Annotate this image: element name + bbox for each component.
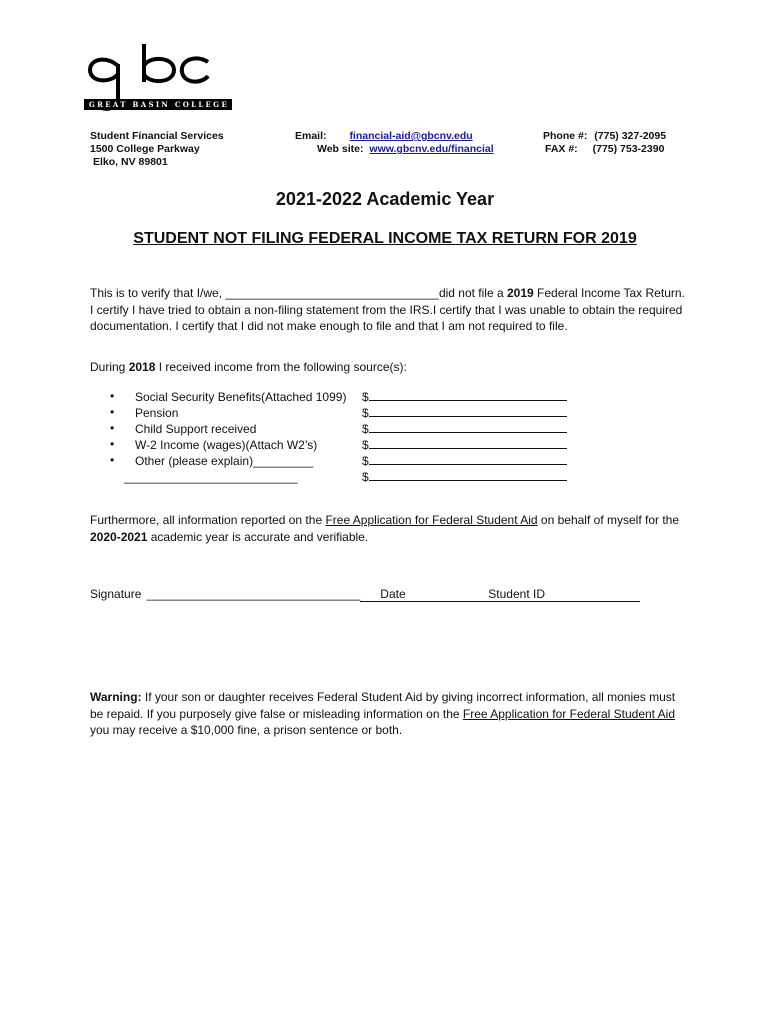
- income-year: 2018: [128, 360, 156, 374]
- certification-paragraph: [90, 512, 690, 545]
- aid-year: 2020-2021: [90, 529, 148, 544]
- tax-year: 2019: [506, 286, 534, 300]
- web-label: Web site:: [317, 143, 364, 155]
- email-web-block: [295, 130, 494, 156]
- city-state-zip: Elko, NV 89801: [93, 156, 168, 168]
- currency-symbol: $: [362, 390, 369, 404]
- amount-line: [369, 469, 567, 481]
- amount-line: [369, 421, 567, 433]
- verify-text-post: Federal Income Tax Return. I certify I have tried to obtain a non-filing statement from the IRS.I certify that I was unable to obtain the required documentation. I certify that I did not make enough to file and that I am not required to file.: [90, 286, 685, 333]
- student-id-label: Student ID: [488, 587, 545, 601]
- verification-paragraph: [90, 285, 690, 335]
- street-address: 1500 College Parkway: [90, 143, 200, 155]
- currency-symbol: $: [362, 454, 369, 468]
- currency-symbol: $: [362, 438, 369, 452]
- warning-paragraph: [90, 689, 690, 739]
- office-name: Student Financial Services: [90, 130, 224, 142]
- warning-label: Warning:: [90, 690, 142, 704]
- income-source-label: Social Security Benefits(Attached 1099): [135, 390, 347, 404]
- amount-field[interactable]: [362, 389, 567, 405]
- date-label: Date: [380, 587, 406, 601]
- income-source-label: Child Support received: [135, 422, 257, 436]
- certification-text-mid: on behalf of myself for the: [537, 513, 680, 527]
- income-source-label: W-2 Income (wages)(Attach W2’s): [135, 438, 318, 452]
- certification-text: Furthermore, all information reported on the: [90, 513, 326, 527]
- bullet-icon: •: [110, 389, 115, 403]
- income-source-label: Other (please explain)_________: [135, 454, 314, 468]
- income-intro-text-post: I received income from the following source(s):: [155, 360, 407, 374]
- bullet-icon: •: [110, 421, 115, 435]
- warning-text-post: you may receive a $10,000 fine, a prison sentence or both.: [90, 723, 403, 737]
- bullet-icon: •: [110, 453, 115, 467]
- email-label: Email:: [295, 130, 327, 142]
- other-explain-line[interactable]: __________________________: [124, 470, 298, 484]
- amount-line: [369, 437, 567, 449]
- amount-field[interactable]: [362, 421, 567, 437]
- fax-label: FAX #:: [545, 143, 578, 155]
- certification-text-post: academic year is accurate and verifiable.: [147, 529, 369, 544]
- currency-symbol: $: [362, 422, 369, 436]
- signature-line[interactable]: ________________________________: [146, 587, 361, 601]
- verify-text-mid: did not file a: [438, 286, 507, 300]
- currency-symbol: $: [362, 406, 369, 420]
- amount-line: [369, 453, 567, 465]
- bullet-icon: •: [110, 437, 115, 451]
- student-id-field[interactable]: [488, 587, 640, 602]
- logo-banner-text: GREAT BASIN COLLEGE: [88, 100, 230, 109]
- amount-line: [369, 389, 567, 401]
- signature-label: Signature: [90, 587, 142, 601]
- date-field[interactable]: [360, 587, 488, 602]
- income-intro: [90, 359, 690, 376]
- email-link[interactable]: financial-aid@gbcnv.edu: [349, 130, 473, 142]
- gbc-logo-graphic: [84, 42, 234, 122]
- warning-text: If your son or daughter receives Federal Student Aid by giving incorrect information, all monies must be repaid. If you purposely give false or misleading information on the: [90, 690, 676, 721]
- fafsa-reference: Free Application for Federal Student Aid: [462, 706, 676, 721]
- page-title: 2021-2022 Academic Year: [275, 189, 495, 209]
- form-heading: STUDENT NOT FILING FEDERAL INCOME TAX RETURN FOR 2019: [133, 230, 637, 247]
- amount-field[interactable]: [362, 469, 567, 485]
- amount-field[interactable]: [362, 437, 567, 453]
- income-intro-text: During: [90, 360, 129, 374]
- verify-text: This is to verify that I/we,: [90, 286, 226, 300]
- phone-number: (775) 327-2095: [594, 130, 667, 142]
- website-link[interactable]: www.gbcnv.edu/financial: [369, 143, 494, 155]
- fax-number: (775) 753-2390: [592, 143, 665, 155]
- phone-fax-block: [543, 130, 666, 156]
- phone-label: Phone #:: [543, 130, 588, 142]
- currency-symbol: $: [362, 470, 369, 484]
- fafsa-reference: Free Application for Federal Student Aid: [325, 513, 538, 527]
- income-source-label: Pension: [135, 406, 179, 420]
- amount-field[interactable]: [362, 405, 567, 421]
- name-blank[interactable]: ________________________________: [225, 286, 439, 300]
- signature-row: [90, 587, 682, 602]
- bullet-icon: •: [110, 405, 115, 419]
- amount-line: [369, 405, 567, 417]
- amount-field[interactable]: [362, 453, 567, 469]
- office-address: [90, 130, 224, 169]
- college-logo: [84, 42, 234, 122]
